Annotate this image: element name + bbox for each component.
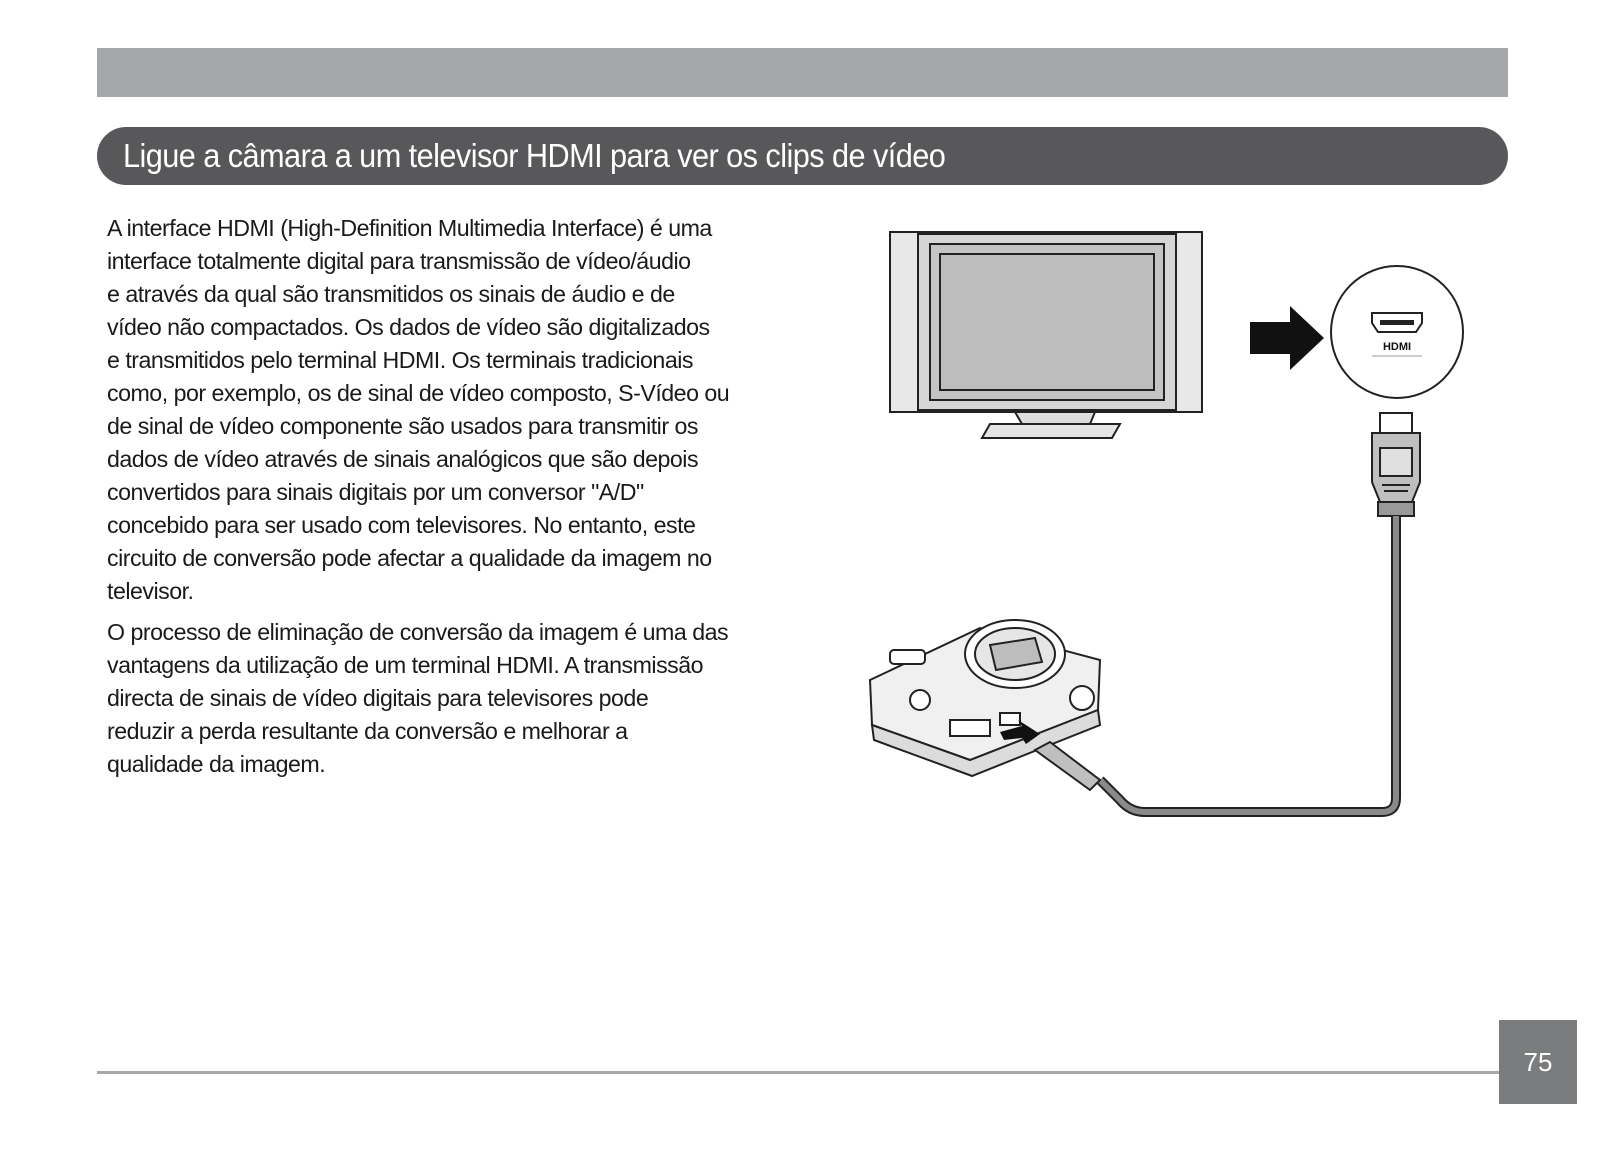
hdmi-cable-plug-icon (1372, 413, 1420, 516)
footer-rule (97, 1071, 1499, 1074)
top-header-bar (97, 48, 1508, 97)
paragraph-hdmi-intro: A interface HDMI (High-Definition Multimedia Interface) é uma interface totalmente digital para transmissão de vídeo/áudio e através da qual são transmitidos os sinais de áudio e de vídeo não compactados. Os dados de vídeo são digitalizados e transmitidos pelo terminal HDMI. Os terminais tradicionais como, por exemplo, os de sinal de vídeo composto, S-Vídeo ou de sinal de vídeo componente são usados para transmitir os dados de vídeo através de sinais analógicos que são depois convertidos para sinais digitais por um conversor "A/D" concebido para ser usado com televisores. No entanto, este circuito de conversão pode afectar a qualidade da imagem no televisor. (107, 215, 730, 604)
body-text (107, 212, 787, 789)
paragraph-hdmi-advantages: O processo de eliminação de conversão da imagem é uma das vantagens da utilização de um terminal HDMI. A transmissão directa de sinais de vídeo digitais para televisores pode reduzir a perda resultante da conversão e melhorar a qualidade da imagem. (107, 619, 729, 777)
hdmi-port-icon (1331, 266, 1463, 398)
hdmi-connection-illustration (850, 220, 1500, 830)
television-icon (890, 232, 1202, 438)
arrow-right-icon (1250, 306, 1324, 370)
section-title: Ligue a câmara a um televisor HDMI para ver os clips de vídeo (123, 137, 946, 174)
section-title-bar (97, 127, 1508, 185)
page-number: 75 (1499, 1020, 1577, 1104)
hdmi-logo-text: HDMI (1382, 341, 1412, 353)
hdmi-cable (1100, 516, 1396, 812)
